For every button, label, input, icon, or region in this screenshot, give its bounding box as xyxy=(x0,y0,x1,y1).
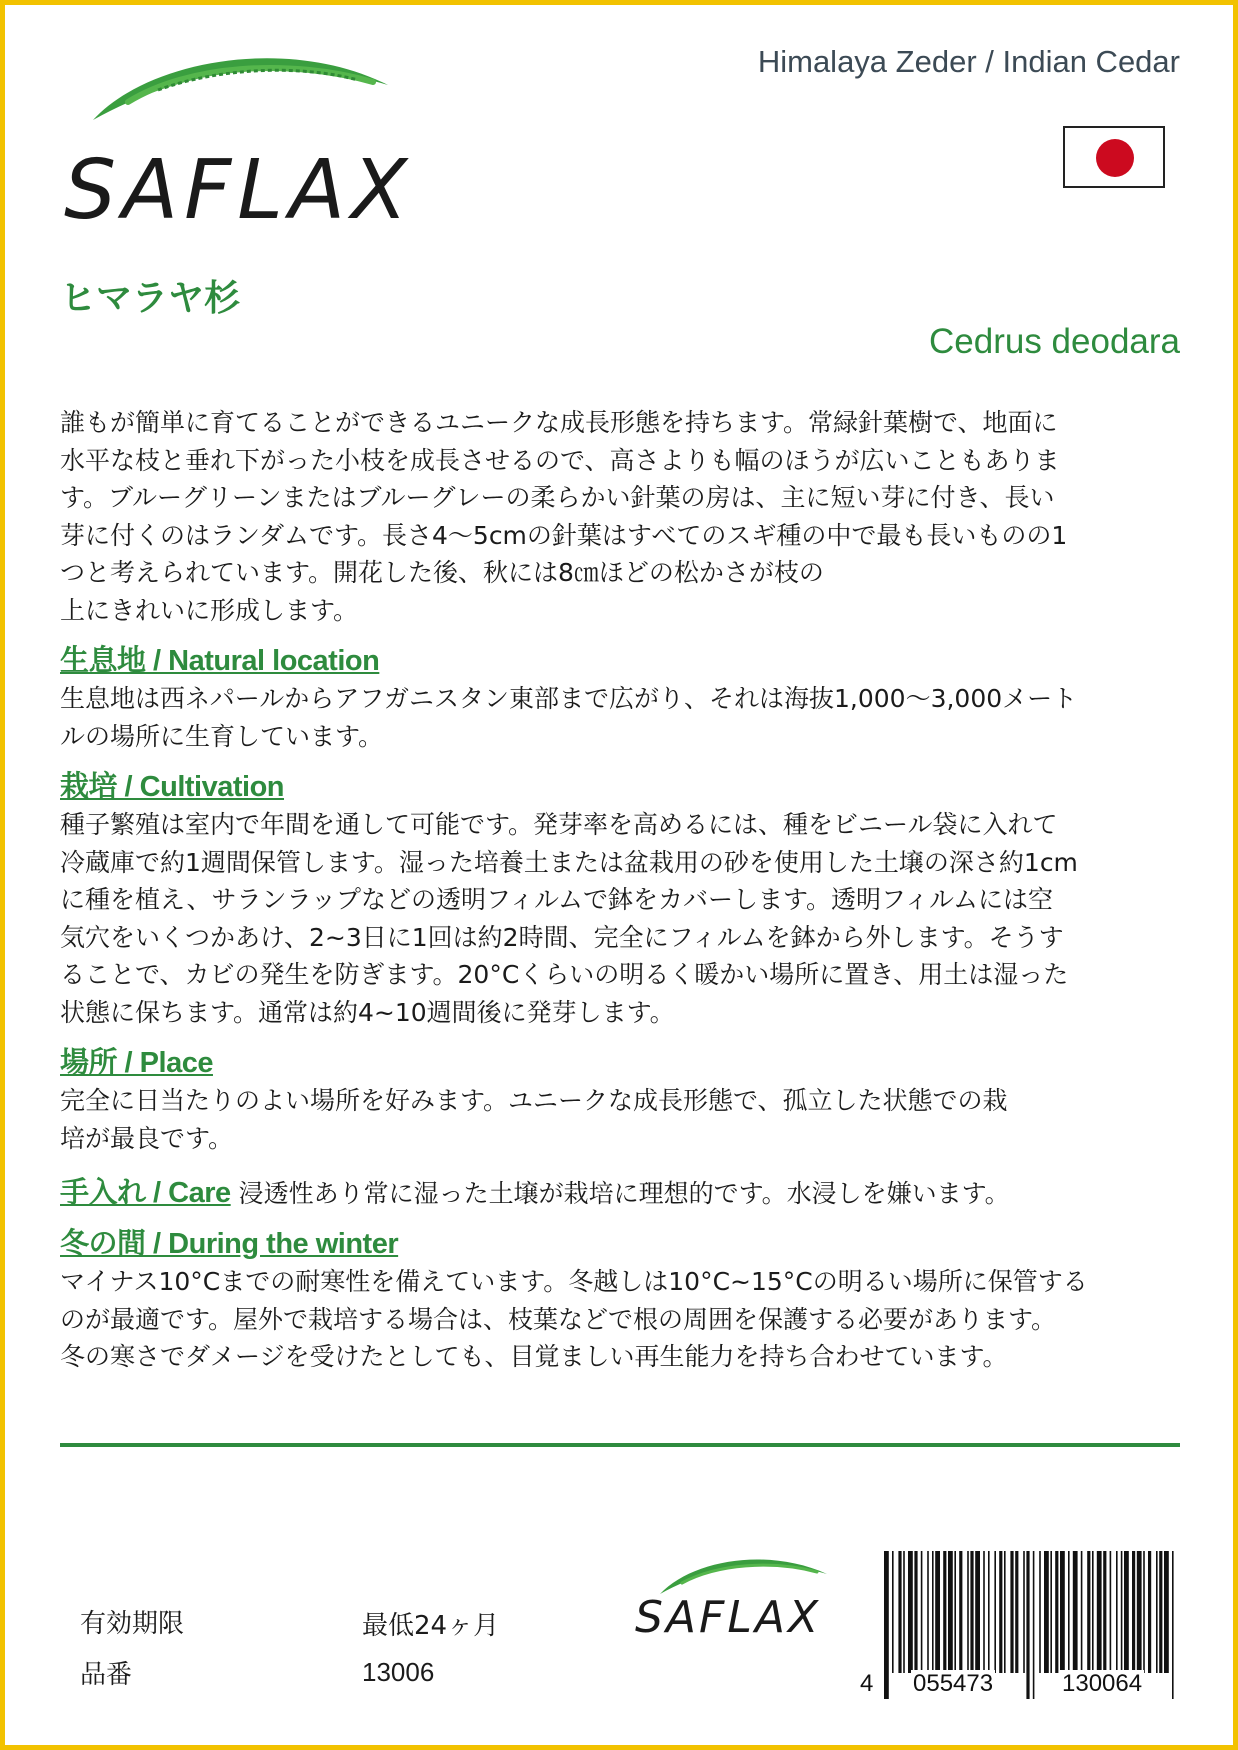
item-number-label: 品番 xyxy=(80,1660,133,1690)
barcode-bar xyxy=(1081,1551,1083,1673)
logo-swash-icon xyxy=(657,1550,837,1598)
barcode-bar xyxy=(983,1551,985,1673)
barcode-bar xyxy=(921,1551,923,1673)
expiry-value: 最低24ヶ月 xyxy=(362,1611,500,1641)
barcode-bar xyxy=(1073,1551,1078,1673)
barcode-bar xyxy=(1010,1551,1013,1673)
barcode-digits-2: 055473 xyxy=(913,1670,994,1697)
expiry-label: 有効期限 xyxy=(80,1609,185,1639)
location-line: ルの場所に生育しています。 xyxy=(60,721,384,751)
barcode-bar xyxy=(999,1551,1002,1673)
barcode-bar xyxy=(903,1551,905,1673)
cultivation-line: に種を植え、サランラップなどの透明フィルムで鉢をカバーします。透明フィルムには空 xyxy=(60,885,1054,914)
latin-name: Cedrus deodara xyxy=(929,322,1180,361)
barcode-bar xyxy=(1156,1551,1158,1673)
cultivation-line: 状態に保ちます。通常は約4~10週間後に発芽します。 xyxy=(60,997,675,1027)
barcode-bar xyxy=(1004,1551,1006,1673)
barcode-bar xyxy=(967,1551,969,1673)
winter-line: のが最適です。屋外で栽培する場合は、枝葉などで根の周囲を保護する必要があります。 xyxy=(60,1304,1057,1334)
intro-line: 上にきれいに形成します。 xyxy=(60,595,359,625)
barcode-bar xyxy=(1097,1551,1102,1673)
variety-name: Himalaya Zeder / Indian Cedar xyxy=(757,44,1180,79)
barcode-bar xyxy=(892,1551,894,1673)
cultivation-line: 種子繁殖は室内で年間を通して可能です。発芽率を高めるには、種をビニール袋に入れて xyxy=(60,810,1058,839)
intro-line: 水平な枝と垂れ下がった小枝を成長させるので、高さよりも幅のほうが広いこともありま xyxy=(60,445,1060,475)
description xyxy=(60,404,1180,1376)
barcode-digits-3: 130064 xyxy=(1062,1670,1143,1697)
barcode-bar xyxy=(1124,1551,1129,1673)
place-line: 培が最良です。 xyxy=(60,1123,234,1153)
product-title: ヒマラヤ杉 xyxy=(60,278,241,319)
barcode-bar xyxy=(959,1551,962,1673)
barcode-bar xyxy=(914,1551,917,1673)
barcode-bar xyxy=(1148,1551,1151,1673)
barcode-bar xyxy=(1132,1551,1135,1673)
winter-line: 冬の寒さでダメージを受けたとしても、目覚ましい再生能力を持ち合わせています。 xyxy=(60,1342,1008,1371)
intro-paragraph xyxy=(60,404,1180,629)
barcode-bar xyxy=(1092,1551,1094,1673)
barcode-bar xyxy=(1033,1551,1035,1699)
japan-flag-icon xyxy=(1063,126,1165,188)
barcode-bar xyxy=(927,1551,929,1673)
barcode-bar xyxy=(1026,1551,1029,1699)
barcode-bar xyxy=(970,1551,973,1673)
cultivation-line: 気穴をいくつかあけ、2~3日に1回は約2時間、完全にフィルムを鉢から外します。そうす xyxy=(60,922,1064,952)
barcode-bar xyxy=(1015,1551,1018,1673)
barcode-bar xyxy=(1172,1551,1174,1699)
logo-swash-icon xyxy=(88,40,408,130)
barcode-bar xyxy=(1121,1551,1123,1673)
place-heading: 場所 / Place xyxy=(60,1047,213,1079)
care-heading: 手入れ / Care xyxy=(60,1177,231,1209)
barcode-bar xyxy=(988,1551,990,1673)
barcode-bar xyxy=(1050,1551,1052,1673)
saflax-logo xyxy=(58,40,414,238)
barcode-bar xyxy=(1087,1551,1090,1673)
care-section xyxy=(60,1175,1180,1212)
barcode-bar xyxy=(1039,1551,1041,1673)
location-line: 生息地は西ネパールからアフガニスタン東部まで広がり、それは海抜1,000〜3,000メート xyxy=(60,684,1078,713)
footer-divider xyxy=(60,1443,1180,1447)
barcode xyxy=(856,1551,1180,1701)
barcode-bar xyxy=(1023,1551,1025,1673)
intro-line: 芽に付くのはランダムです。長さ4〜5cmの針葉はすべてのスギ種の中で最も長いものの1 xyxy=(60,520,1068,550)
barcode-bar xyxy=(943,1551,946,1673)
winter-heading: 冬の間 / During the winter xyxy=(60,1228,399,1260)
intro-line: す。ブルーグリーンまたはブルーグレーの柔らかい針葉の房は、主に短い芽に付き、長い xyxy=(60,483,1055,512)
barcode-bar xyxy=(1116,1551,1118,1673)
barcode-bar xyxy=(1044,1551,1049,1673)
barcode-bar xyxy=(898,1551,901,1673)
barcode-bar xyxy=(954,1551,956,1673)
item-number-value: 13006 xyxy=(362,1657,435,1687)
barcode-bar xyxy=(1159,1551,1162,1673)
logo-wordmark-small: SAFLAX xyxy=(635,1592,822,1643)
intro-line: つと考えられています。開花した後、秋には8㎝ほどの松かさが枝の xyxy=(60,558,824,587)
barcode-bar xyxy=(932,1551,934,1673)
cultivation-heading: 栽培 / Cultivation xyxy=(60,771,285,803)
barcode-bar xyxy=(948,1551,953,1673)
barcode-digit-1: 4 xyxy=(860,1670,874,1697)
barcode-bar xyxy=(994,1551,996,1673)
barcode-bar xyxy=(908,1551,913,1673)
barcode-bar xyxy=(1068,1551,1070,1673)
flag-sun xyxy=(1096,139,1134,177)
barcode-bar xyxy=(1055,1551,1058,1673)
barcode-bar xyxy=(1137,1551,1142,1673)
barcode-bar xyxy=(884,1551,889,1699)
winter-line: マイナス10°Cまでの耐寒性を備えています。冬越しは10°C~15°Cの明るい場所に保管する xyxy=(60,1267,1088,1296)
intro-line: 誰もが簡単に育てることができるユニークな成長形態を持ちます。常緑針葉樹で、地面に xyxy=(60,408,1058,437)
cultivation-line: ることで、カビの発生を防ぎます。20°Cくらいの明るく暖かい場所に置き、用土は湿った xyxy=(60,960,1069,989)
saflax-logo-small xyxy=(635,1550,835,1650)
logo-wordmark: SAFLAX xyxy=(64,143,414,238)
cultivation-line: 冷蔵庫で約1週間保管します。湿った培養土または盆栽用の砂を使用した土壌の深さ約1cm xyxy=(60,847,1078,877)
barcode-bar xyxy=(1164,1551,1169,1673)
location-heading: 生息地 / Natural location xyxy=(60,645,380,677)
place-line: 完全に日当たりのよい場所を好みます。ユニークな成長形態で、孤立した状態での栽 xyxy=(60,1086,1008,1115)
barcode-bar xyxy=(1143,1551,1145,1673)
barcode-bar xyxy=(975,1551,980,1673)
barcode-bar xyxy=(1110,1551,1112,1673)
barcode-bar xyxy=(1103,1551,1106,1673)
barcode-bar xyxy=(935,1551,940,1673)
barcode-bar xyxy=(1060,1551,1065,1673)
care-text: 浸透性あり常に湿った土壌が栽培に理想的です。水浸しを嫌います。 xyxy=(230,1179,1010,1208)
